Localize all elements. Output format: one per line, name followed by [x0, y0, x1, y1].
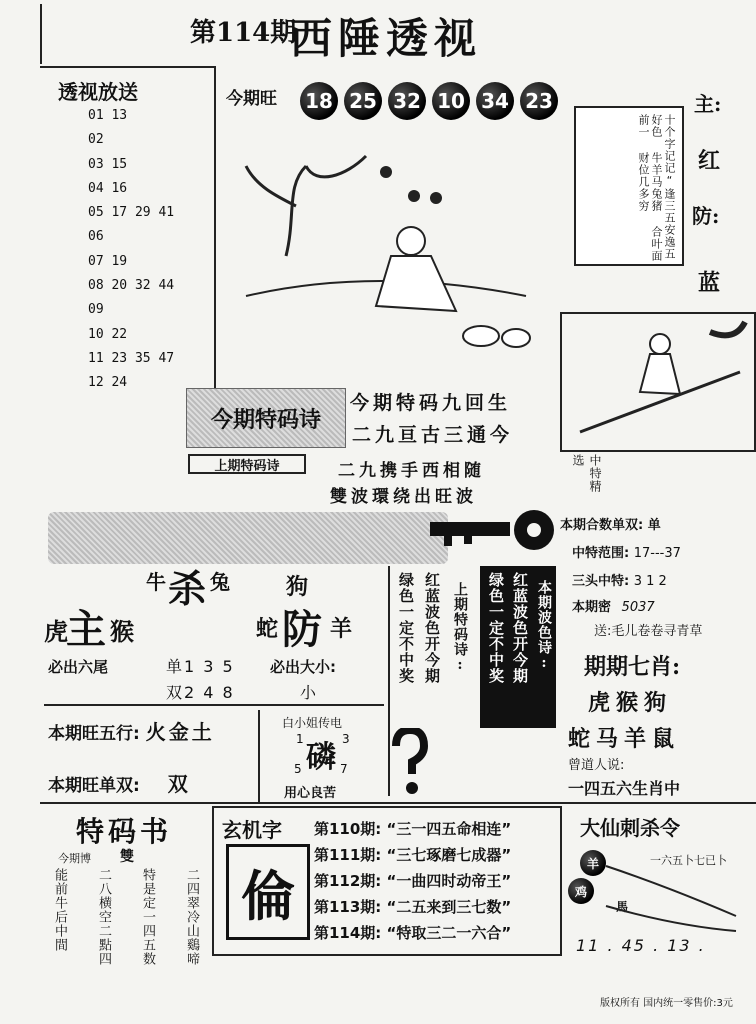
seven-zodiac-block: [566, 644, 756, 804]
number-ball: 34: [476, 82, 514, 120]
list-item: 04 16: [88, 180, 128, 196]
red-label: 红: [698, 148, 721, 174]
code-book-column: 特是定一四五数: [140, 868, 155, 966]
last-poem-title-box: [188, 454, 306, 474]
decor-banner: [48, 512, 448, 564]
last-poem-line: 雙波環绕出旺波: [330, 487, 477, 507]
main-label: 主:: [694, 92, 722, 116]
animal-badge: 鸡: [568, 878, 594, 904]
wave-col-title: 上期特码诗:: [452, 582, 468, 674]
code-book: [44, 806, 212, 1016]
lady-digit: 1: [296, 732, 304, 746]
divider: [40, 802, 756, 804]
code-book-column: 二四翠冷山鷄啼: [184, 868, 199, 966]
list-item: 11 23 35 47: [88, 350, 175, 366]
code-book-column: 能前牛后中間: [52, 868, 67, 952]
hot-numbers-label: 今期旺: [226, 89, 277, 109]
gift-text: 送:毛儿卷卷寻青草: [594, 624, 703, 639]
wave-dark-title: 本期波色诗:: [536, 580, 552, 672]
page-title: 西陲透视: [290, 14, 483, 63]
scroll-paper: [574, 106, 684, 266]
mystery-entry: 第111期: “三七琢磨七成器”: [314, 846, 512, 864]
list-item: 05 17 29 41: [88, 205, 175, 221]
mystery-entries: [314, 816, 511, 946]
left-list-rows: [88, 104, 174, 396]
lady-digit: 5: [294, 762, 302, 776]
code-book-sub-value: 雙: [120, 849, 134, 865]
scholar-body: [376, 256, 456, 311]
divider: [44, 704, 384, 706]
lady-digit: 7: [340, 762, 348, 776]
seven-zodiac-line: 蛇马羊鼠: [568, 726, 681, 752]
list-item: 12 24: [88, 375, 128, 391]
question-icon: [388, 728, 428, 798]
issue-number: 第114期: [190, 18, 297, 48]
wave-dark-col: 绿色一定不中奖: [487, 572, 505, 684]
footer-text: 版权所有 国内统一零售价:3元: [600, 998, 733, 1009]
range-label: 中特范围:: [572, 546, 630, 561]
wave-col: 红蓝波色开今期: [423, 572, 441, 684]
double-nums: 双2 4 8: [166, 683, 235, 702]
code-book-title: 特码书: [76, 815, 173, 848]
size-label: 必出大小:: [270, 658, 336, 676]
left-mark: 主: [66, 606, 106, 653]
code-book-column: 二八横空二點四: [96, 868, 111, 966]
lady-glyph: 磷: [306, 740, 336, 775]
list-item: 09: [88, 302, 104, 318]
seven-zodiac-note: 曾道人说:: [568, 758, 625, 773]
seven-zodiac-title: 期期七肖:: [584, 654, 681, 680]
rider-illustration: [560, 312, 756, 452]
seven-zodiac-answer: 一四五六生肖中: [568, 779, 681, 798]
defend-label: 防:: [692, 204, 720, 228]
fruit: [380, 166, 392, 178]
this-poem-title: 今期特码诗: [210, 406, 321, 433]
animal-badge: 羊: [580, 850, 606, 876]
wave-dark-col: 红蓝波色开今期: [511, 572, 529, 684]
code-book-sub-label: 今期博: [58, 852, 91, 865]
mystery-entry: 第112期: “一曲四时动帝王”: [314, 872, 512, 890]
prosperous-value: 双: [167, 772, 188, 796]
lady-digit: 3: [342, 732, 350, 746]
mystery-glyph: 倫: [241, 863, 295, 928]
right-mark: 防: [282, 606, 322, 653]
kill-mark: 杀: [168, 566, 207, 611]
combo-value: 单: [647, 518, 661, 533]
lady-footer: 用心良苦: [284, 786, 337, 801]
left-zodiac: 虎: [44, 617, 68, 646]
immortal-title: 大仙刺杀令: [580, 816, 680, 840]
number-ball: 25: [344, 82, 382, 120]
rider-body: [640, 354, 680, 394]
kill-top-right: 兔: [210, 570, 230, 594]
tail-label: 必出六尾: [48, 658, 109, 676]
number-ball: 18: [300, 82, 338, 120]
list-item: 03 15: [88, 156, 128, 172]
right-zodiac: 蛇: [256, 616, 279, 642]
immortal-numbers: 11 . 45 . 13 .: [576, 936, 706, 955]
immortal-illustration: [596, 846, 746, 936]
left-list-box: [40, 66, 216, 391]
combo-label: 本期合数单双:: [560, 518, 644, 533]
mystery-entry: 第114期: “特取三二一六合”: [314, 924, 512, 942]
range-value: 17---37: [633, 546, 681, 561]
immortal-block: [566, 806, 752, 996]
scroll-text: 十个字记记“逢三五安逸五好色 牛羊马兔猪 合叶面前一 财位几多穷: [637, 114, 676, 262]
right-small-text: 中特精选: [571, 454, 602, 493]
secret-label: 本期密: [572, 600, 612, 615]
five-elements-label: 本期旺五行:: [48, 724, 140, 744]
seven-zodiac-line: 虎猴狗: [588, 690, 673, 716]
scroll-panel: [564, 66, 756, 310]
right-zodiac: 羊: [330, 616, 353, 642]
scholar-illustration: [226, 126, 556, 380]
kill-top-left: 牛: [146, 570, 166, 594]
wave-dark-panel: [480, 566, 556, 728]
size-value: 小: [300, 683, 317, 702]
blue-label: 蓝: [698, 270, 721, 296]
animal-label: 馬: [616, 900, 629, 914]
this-poem-line: 今期特码九回生: [350, 392, 512, 414]
wave-col: 绿色一定不中奖: [397, 572, 415, 684]
five-elements-value: 火金土: [145, 720, 215, 744]
number-ball: 23: [520, 82, 558, 120]
fruit: [430, 192, 442, 204]
single-nums: 单1 3 5: [166, 657, 235, 676]
head-value: 3 1 2: [633, 574, 667, 589]
mystery-box: [212, 806, 562, 956]
key-icon: [430, 508, 560, 552]
mystery-entry: 第113期: “二五来到三七数”: [314, 898, 512, 916]
this-poem-title-box: [186, 388, 346, 448]
list-item: 07 19: [88, 253, 128, 269]
dark-cloud: [710, 322, 745, 335]
scholar-head: [397, 227, 425, 255]
list-item: 01 13: [88, 108, 128, 123]
fruit: [408, 190, 420, 202]
secret-value: 5037: [621, 600, 655, 615]
list-item: 02: [88, 132, 104, 148]
left-list-title: 透视放送: [58, 80, 138, 104]
hot-numbers-row: [300, 82, 558, 120]
mystery-entry: 第110期: “三一四五命相连”: [314, 820, 512, 838]
rock: [502, 329, 530, 347]
list-item: 10 22: [88, 326, 128, 342]
rock: [463, 326, 499, 346]
prosperous-label: 本期旺单双:: [48, 776, 140, 796]
divider: [258, 710, 260, 802]
rider-head: [650, 334, 670, 354]
number-ball: 32: [388, 82, 426, 120]
mystery-title: 玄机字: [222, 818, 282, 842]
right-top-zodiac: 狗: [286, 574, 309, 600]
number-ball: 10: [432, 82, 470, 120]
head-label: 三头中特:: [572, 574, 630, 589]
list-item: 08 20 32 44: [88, 278, 175, 294]
last-poem-line: 二九携手西相随: [338, 461, 485, 481]
info-block: [558, 512, 756, 644]
immortal-hint: 一六五卜七已卜: [650, 854, 727, 867]
header-left-rule: [40, 4, 42, 64]
left-zodiac: 猴: [110, 617, 134, 646]
lady-title: 白小姐传电: [282, 716, 343, 730]
this-poem-line: 二九亘古三通今: [352, 424, 514, 446]
mystery-glyph-box: [226, 844, 310, 940]
list-item: 06: [88, 229, 104, 245]
last-poem-title: 上期特码诗: [214, 458, 280, 474]
tree-branches: [246, 156, 366, 256]
